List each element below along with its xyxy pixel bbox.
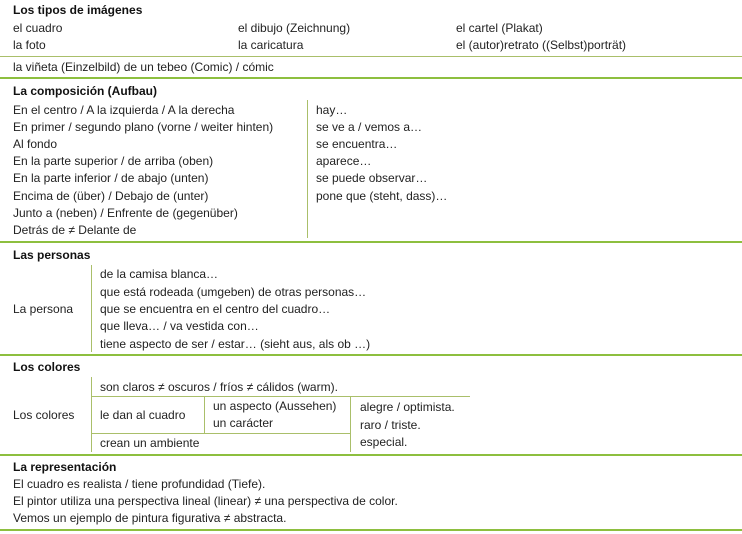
colores-item-ambiente: crean un ambiente bbox=[100, 436, 200, 450]
section-divider bbox=[0, 354, 742, 356]
divider bbox=[92, 396, 470, 397]
composicion-left-item: Encima de (über) / Debajo de (unter) bbox=[13, 189, 209, 203]
divider bbox=[92, 433, 350, 434]
tipo-item: el cartel (Plakat) bbox=[456, 21, 543, 35]
column-rule bbox=[307, 100, 308, 238]
composicion-left-item: Junto a (neben) / Enfrente de (gegenüber) bbox=[13, 206, 238, 220]
representacion-item: Vemos un ejemplo de pintura figurativa ≠ abstracta. bbox=[13, 511, 287, 525]
colores-item-dan: le dan al cuadro bbox=[100, 408, 186, 422]
composicion-left-item: En el centro / A la izquierda / A la derecha bbox=[13, 103, 235, 117]
colores-adjetivo: alegre / optimista. bbox=[360, 400, 455, 414]
composicion-right-item: se ve a / vemos a… bbox=[316, 120, 423, 134]
composicion-right-item: hay… bbox=[316, 103, 348, 117]
persona-item: que está rodeada (umgeben) de otras personas… bbox=[100, 285, 367, 299]
colores-item: son claros ≠ oscuros / fríos ≠ cálidos (warm). bbox=[100, 380, 338, 394]
persona-item: de la camisa blanca… bbox=[100, 267, 219, 281]
composicion-left-item: En primer / segundo plano (vorne / weiter hinten) bbox=[13, 120, 274, 134]
tipo-item: la foto bbox=[13, 38, 46, 52]
section-title-tipos: Los tipos de imágenes bbox=[13, 3, 143, 17]
persona-item: que se encuentra en el centro del cuadro… bbox=[100, 302, 331, 316]
representacion-item: El pintor utiliza una perspectiva lineal (linear) ≠ una perspectiva de color. bbox=[13, 494, 398, 508]
divider bbox=[0, 56, 742, 57]
tipo-item: el cuadro bbox=[13, 21, 63, 35]
representacion-item: El cuadro es realista / tiene profundidad (Tiefe). bbox=[13, 477, 266, 491]
section-divider bbox=[0, 529, 742, 531]
composicion-left-item: Al fondo bbox=[13, 137, 58, 151]
column-rule bbox=[91, 377, 92, 452]
composicion-right-item: se puede observar… bbox=[316, 171, 428, 185]
composicion-right-item: se encuentra… bbox=[316, 137, 398, 151]
composicion-left-item: En la parte inferior / de abajo (unten) bbox=[13, 171, 209, 185]
composicion-left-item: Detrás de ≠ Delante de bbox=[13, 223, 137, 237]
column-rule bbox=[91, 265, 92, 352]
column-rule bbox=[204, 397, 205, 433]
colores-aspecto: un carácter bbox=[213, 416, 274, 430]
personas-label: La persona bbox=[13, 302, 74, 316]
colores-adjetivo: especial. bbox=[360, 435, 408, 449]
tipo-item: el (autor)retrato ((Selbst)porträt) bbox=[456, 38, 627, 52]
section-divider bbox=[0, 454, 742, 456]
section-divider bbox=[0, 77, 742, 79]
tipo-item: el dibujo (Zeichnung) bbox=[238, 21, 351, 35]
tipo-item-vineta: la viñeta (Einzelbild) de un tebeo (Comic) / cómic bbox=[13, 60, 274, 74]
section-divider bbox=[0, 241, 742, 243]
section-title-composicion: La composición (Aufbau) bbox=[13, 84, 157, 98]
section-title-personas: Las personas bbox=[13, 248, 91, 262]
composicion-right-item: pone que (steht, dass)… bbox=[316, 189, 448, 203]
column-rule bbox=[350, 397, 351, 452]
section-title-colores: Los colores bbox=[13, 360, 81, 374]
persona-item: que lleva… / va vestida con… bbox=[100, 319, 259, 333]
composicion-right-item: aparece… bbox=[316, 154, 372, 168]
colores-adjetivo: raro / triste. bbox=[360, 418, 421, 432]
colores-aspecto: un aspecto (Aussehen) bbox=[213, 399, 337, 413]
persona-item: tiene aspecto de ser / estar… (sieht aus, als ob …) bbox=[100, 337, 371, 351]
composicion-left-item: En la parte superior / de arriba (oben) bbox=[13, 154, 214, 168]
tipo-item: la caricatura bbox=[238, 38, 304, 52]
colores-label: Los colores bbox=[13, 408, 75, 422]
section-title-representacion: La representación bbox=[13, 460, 117, 474]
